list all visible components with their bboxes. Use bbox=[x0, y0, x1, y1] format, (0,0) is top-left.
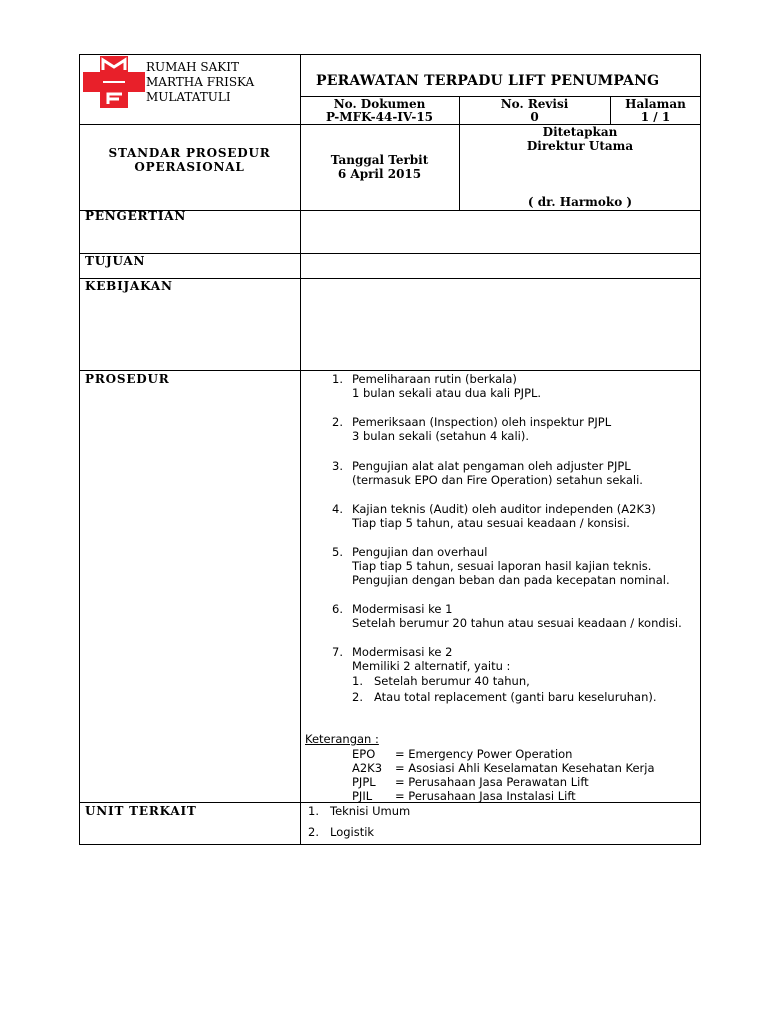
section-tujuan: TUJUAN bbox=[85, 254, 146, 268]
list-item: Pemeliharaan rutin (berkala) bbox=[352, 372, 517, 386]
signer-name: ( dr. Harmoko ) bbox=[527, 195, 633, 209]
keterangan-abbr: EPO bbox=[352, 747, 376, 761]
issue-date-label: Tanggal Terbit bbox=[330, 153, 429, 167]
list-item: Kajian teknis (Audit) oleh auditor independen (A2K3) bbox=[352, 502, 656, 516]
list-number: 6. bbox=[332, 602, 343, 616]
section-prosedur: PROSEDUR bbox=[85, 372, 170, 386]
unit-number: 1. bbox=[308, 804, 319, 818]
hospital-logo bbox=[83, 56, 145, 108]
sub-list-number: 1. bbox=[352, 674, 363, 688]
list-number: 5. bbox=[332, 545, 343, 559]
list-item: (termasuk EPO dan Fire Operation) setahun sekali. bbox=[352, 473, 643, 487]
keterangan-abbr: PJIL bbox=[352, 789, 373, 803]
sop-label: OPERASIONAL bbox=[134, 160, 245, 174]
set-by-label: Ditetapkan bbox=[542, 125, 618, 139]
row-divider bbox=[79, 253, 701, 254]
list-number: 4. bbox=[332, 502, 343, 516]
sub-list-item: Setelah berumur 40 tahun, bbox=[374, 674, 530, 688]
sub-list-number: 2. bbox=[352, 690, 363, 704]
list-item: 3 bulan sekali (setahun 4 kali). bbox=[352, 429, 530, 443]
keterangan-abbr: A2K3 bbox=[352, 761, 383, 775]
list-item: Modermisasi ke 1 bbox=[352, 602, 453, 616]
keterangan-abbr: PJPL bbox=[352, 775, 376, 789]
list-item: Setelah berumur 20 tahun atau sesuai keadaan / kondisi. bbox=[352, 616, 682, 630]
unit-item: Logistik bbox=[330, 825, 375, 839]
keterangan-desc: = Asosiasi Ahli Keselamatan Kesehatan Kerja bbox=[395, 761, 655, 775]
list-item: Pengujian dan overhaul bbox=[352, 545, 488, 559]
sub-list-item: Atau total replacement (ganti baru keseluruhan). bbox=[374, 690, 657, 704]
document-title: PERAWATAN TERPADU LIFT PENUMPANG bbox=[316, 73, 660, 89]
list-item: Pengujian dengan beban dan pada kecepatan nominal. bbox=[352, 573, 670, 587]
list-number: 3. bbox=[332, 459, 343, 473]
set-by-title: Direktur Utama bbox=[526, 139, 634, 153]
revision-value: 0 bbox=[530, 110, 539, 124]
list-item: 1 bulan sekali atau dua kali PJPL. bbox=[352, 386, 542, 400]
doc-number-label: No. Dokumen bbox=[333, 97, 426, 111]
unit-number: 2. bbox=[308, 825, 319, 839]
list-item: Pemeriksaan (Inspection) oleh inspektur PJPL bbox=[352, 415, 612, 429]
list-number: 2. bbox=[332, 415, 343, 429]
page-value: 1 / 1 bbox=[640, 110, 671, 124]
list-item: Memiliki 2 alternatif, yaitu : bbox=[352, 659, 511, 673]
list-item: Modermisasi ke 2 bbox=[352, 645, 453, 659]
issue-date-value: 6 April 2015 bbox=[337, 167, 422, 181]
keterangan-desc: = Perusahaan Jasa Perawatan Lift bbox=[395, 775, 589, 789]
keterangan-desc: = Emergency Power Operation bbox=[395, 747, 573, 761]
hospital-name-line: RUMAH SAKIT bbox=[146, 60, 239, 74]
sop-document bbox=[79, 54, 701, 845]
list-item: Tiap tiap 5 tahun, sesuai laporan hasil kajian teknis. bbox=[352, 559, 652, 573]
section-pengertian: PENGERTIAN bbox=[85, 209, 187, 223]
unit-item: Teknisi Umum bbox=[330, 804, 411, 818]
list-item: Pengujian alat alat pengaman oleh adjuster PJPL bbox=[352, 459, 631, 473]
keterangan-label: Keterangan : bbox=[305, 732, 379, 746]
row-divider bbox=[79, 370, 701, 371]
list-number: 1. bbox=[332, 372, 343, 386]
list-item: Tiap tiap 5 tahun, atau sesuai keadaan / konsisi. bbox=[352, 516, 630, 530]
section-unit-terkait: UNIT TERKAIT bbox=[85, 804, 197, 818]
list-number: 7. bbox=[332, 645, 343, 659]
revision-label: No. Revisi bbox=[500, 97, 569, 111]
hospital-name-line: MULATATULI bbox=[146, 90, 231, 104]
section-kebijakan: KEBIJAKAN bbox=[85, 279, 173, 293]
sop-label: STANDAR PROSEDUR bbox=[108, 146, 271, 160]
row-divider bbox=[79, 802, 701, 803]
page-label: Halaman bbox=[625, 97, 686, 111]
hospital-name-line: MARTHA FRISKA bbox=[146, 75, 255, 89]
doc-number-value: P-MFK-44-IV-15 bbox=[325, 110, 434, 124]
keterangan-desc: = Perusahaan Jasa Instalasi Lift bbox=[395, 789, 576, 803]
